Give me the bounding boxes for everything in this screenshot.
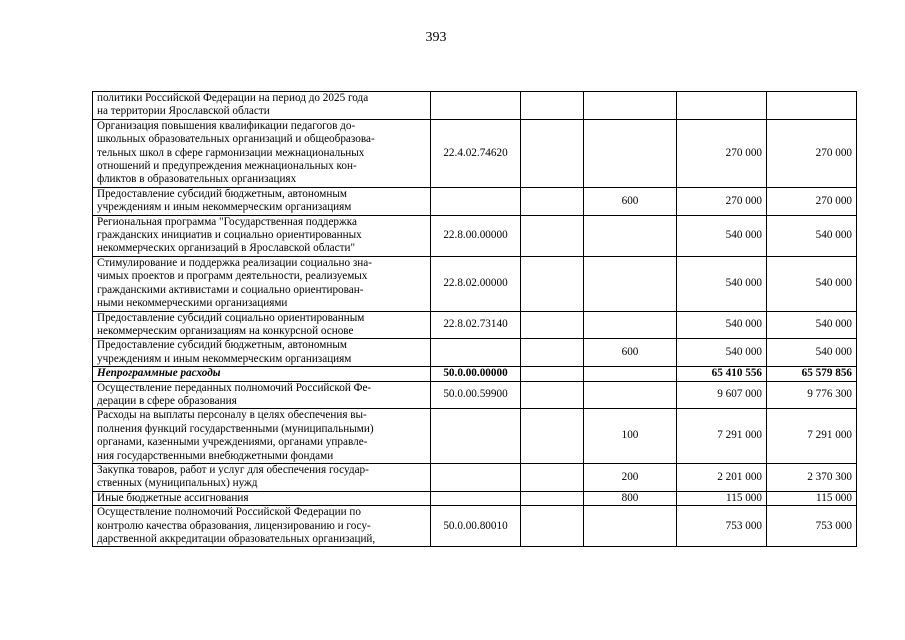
amount-year1-cell: 540 000 [677,339,767,367]
amount-year2-cell: 540 000 [767,215,857,256]
empty-cell [521,119,584,187]
row-name-line: Предоставление субсидий бюджетным, автономным [97,187,347,200]
row-name-line: дерации в сфере образования [97,394,237,407]
row-name-line: Предоставление субсидий социально ориентированным [97,311,365,324]
target-article-code-cell [431,491,521,505]
amount-year2-cell: 540 000 [767,256,857,311]
amount-year1-cell: 2 201 000 [677,463,767,491]
expense-type-cell [584,381,677,409]
empty-cell [521,463,584,491]
row-name-cell [93,92,431,120]
table-row [93,311,857,339]
row-name-line: политики Российской Федерации на период до 2025 года [97,92,369,104]
expense-type-cell [584,215,677,256]
row-name-line: Осуществление полномочий Российской Федерации по [97,506,361,519]
expense-type-cell: 800 [584,491,677,505]
amount-year1-cell: 540 000 [677,215,767,256]
row-name-line: Закупка товаров, работ и услуг для обеспечения государ- [97,463,369,476]
expense-type-cell [584,92,677,120]
table-row [93,367,857,381]
amount-year2-cell: 115 000 [767,491,857,505]
expense-type-cell: 100 [584,409,677,464]
expense-type-cell [584,367,677,381]
empty-cell [521,491,584,505]
amount-year2-cell: 540 000 [767,311,857,339]
amount-year1-cell: 540 000 [677,256,767,311]
row-name-line: ния государственными внебюджетными фондами [97,449,334,462]
expense-type-cell: 200 [584,463,677,491]
row-name-line: контролю качества образования, лицензированию и госу- [97,519,371,532]
amount-year1-cell [677,92,767,120]
table-row [93,119,857,187]
target-article-code-cell [431,409,521,464]
row-name-line: Непрограммные расходы [97,367,221,380]
budget-table-body [93,92,857,547]
amount-year2-cell: 753 000 [767,506,857,547]
target-article-code-cell: 50.0.00.00000 [431,367,521,381]
row-name-line: Региональная программа "Государственная поддержка [97,215,357,228]
empty-cell [521,381,584,409]
target-article-code-cell: 50.0.00.80010 [431,506,521,547]
empty-cell [521,311,584,339]
row-name-line: органами, казенными учреждениями, органами управле- [97,436,368,449]
row-name-cell [93,409,431,464]
amount-year1-cell: 270 000 [677,119,767,187]
amount-year1-cell: 270 000 [677,187,767,215]
target-article-code-cell [431,92,521,120]
table-row [93,409,857,464]
row-name-cell [93,119,431,187]
amount-year2-cell [767,92,857,120]
table-row [93,256,857,311]
row-name-line: дарственной аккредитации образовательных организаций, [97,533,376,545]
amount-year1-cell: 753 000 [677,506,767,547]
expense-type-cell: 600 [584,339,677,367]
row-name-cell [93,187,431,215]
table-row [93,491,857,505]
expense-type-cell: 600 [584,187,677,215]
row-name-line: учреждениям и иным некоммерческим организациям [97,201,352,214]
target-article-code-cell [431,339,521,367]
amount-year2-cell: 540 000 [767,339,857,367]
row-name-line: отношений и предупреждения межнациональных кон- [97,160,357,173]
row-name-line: гражданских инициатив и социально ориентированных [97,229,362,242]
target-article-code-cell [431,463,521,491]
target-article-code-cell: 50.0.00.59900 [431,381,521,409]
row-name-line: полнения функций государственными (муниципальными) [97,422,374,435]
table-row [93,187,857,215]
empty-cell [521,92,584,120]
amount-year2-cell: 9 776 300 [767,381,857,409]
amount-year2-cell: 270 000 [767,119,857,187]
row-name-cell [93,506,431,547]
amount-year2-cell: 2 370 300 [767,463,857,491]
row-name-line: фликтов в образовательных организациях [97,173,297,186]
table-row [93,506,857,547]
table-row [93,92,857,120]
row-name-line: учреждениям и иным некоммерческим организациям [97,352,352,365]
table-row [93,339,857,367]
row-name-line: некоммерческим организациям на конкурсной основе [97,324,354,337]
row-name-cell [93,463,431,491]
row-name-cell [93,215,431,256]
row-name-line: школьных образовательных организаций и общеобразова- [97,133,375,146]
target-article-code-cell: 22.8.00.00000 [431,215,521,256]
row-name-line: ными некоммерческими организациями [97,297,288,310]
row-name-line: некоммерческих организаций в Ярославской области" [97,242,356,255]
row-name-cell [93,339,431,367]
expense-type-cell [584,311,677,339]
amount-year2-cell: 65 579 856 [767,367,857,381]
empty-cell [521,367,584,381]
row-name-line: гражданскими активистами и социально ориентирован- [97,283,364,296]
target-article-code-cell [431,187,521,215]
expense-type-cell [584,506,677,547]
empty-cell [521,215,584,256]
table-row [93,215,857,256]
target-article-code-cell: 22.8.02.00000 [431,256,521,311]
row-name-line: Стимулирование и поддержка реализации социально зна- [97,256,372,269]
row-name-cell [93,381,431,409]
target-article-code-cell: 22.8.02.73140 [431,311,521,339]
table-row [93,381,857,409]
row-name-line: Расходы на выплаты персоналу в целях обеспечения вы- [97,409,367,422]
budget-table [92,91,857,547]
page-number: 393 [425,30,447,45]
row-name-line: Осуществление переданных полномочий Российской Фе- [97,381,372,394]
empty-cell [521,339,584,367]
expense-type-cell [584,119,677,187]
empty-cell [521,256,584,311]
amount-year1-cell: 7 291 000 [677,409,767,464]
empty-cell [521,187,584,215]
amount-year1-cell: 65 410 556 [677,367,767,381]
row-name-line: тельных школ в сфере гармонизации межнациональных [97,146,365,159]
amount-year2-cell: 7 291 000 [767,409,857,464]
row-name-cell [93,311,431,339]
table-row [93,463,857,491]
amount-year1-cell: 115 000 [677,491,767,505]
row-name-cell [93,491,431,505]
row-name-line: Предоставление субсидий бюджетным, автономным [97,339,347,352]
empty-cell [521,506,584,547]
row-name-cell [93,367,431,381]
row-name-cell [93,256,431,311]
row-name-line: Иные бюджетные ассигнования [97,491,249,504]
amount-year2-cell: 270 000 [767,187,857,215]
row-name-line: ственных (муниципальных) нужд [97,477,258,490]
row-name-line: на территории Ярославской области [97,105,270,118]
row-name-line: чимых проектов и программ деятельности, реализуемых [97,270,368,283]
amount-year1-cell: 540 000 [677,311,767,339]
empty-cell [521,409,584,464]
expense-type-cell [584,256,677,311]
amount-year1-cell: 9 607 000 [677,381,767,409]
target-article-code-cell: 22.4.02.74620 [431,119,521,187]
row-name-line: Организация повышения квалификации педагогов до- [97,119,356,132]
